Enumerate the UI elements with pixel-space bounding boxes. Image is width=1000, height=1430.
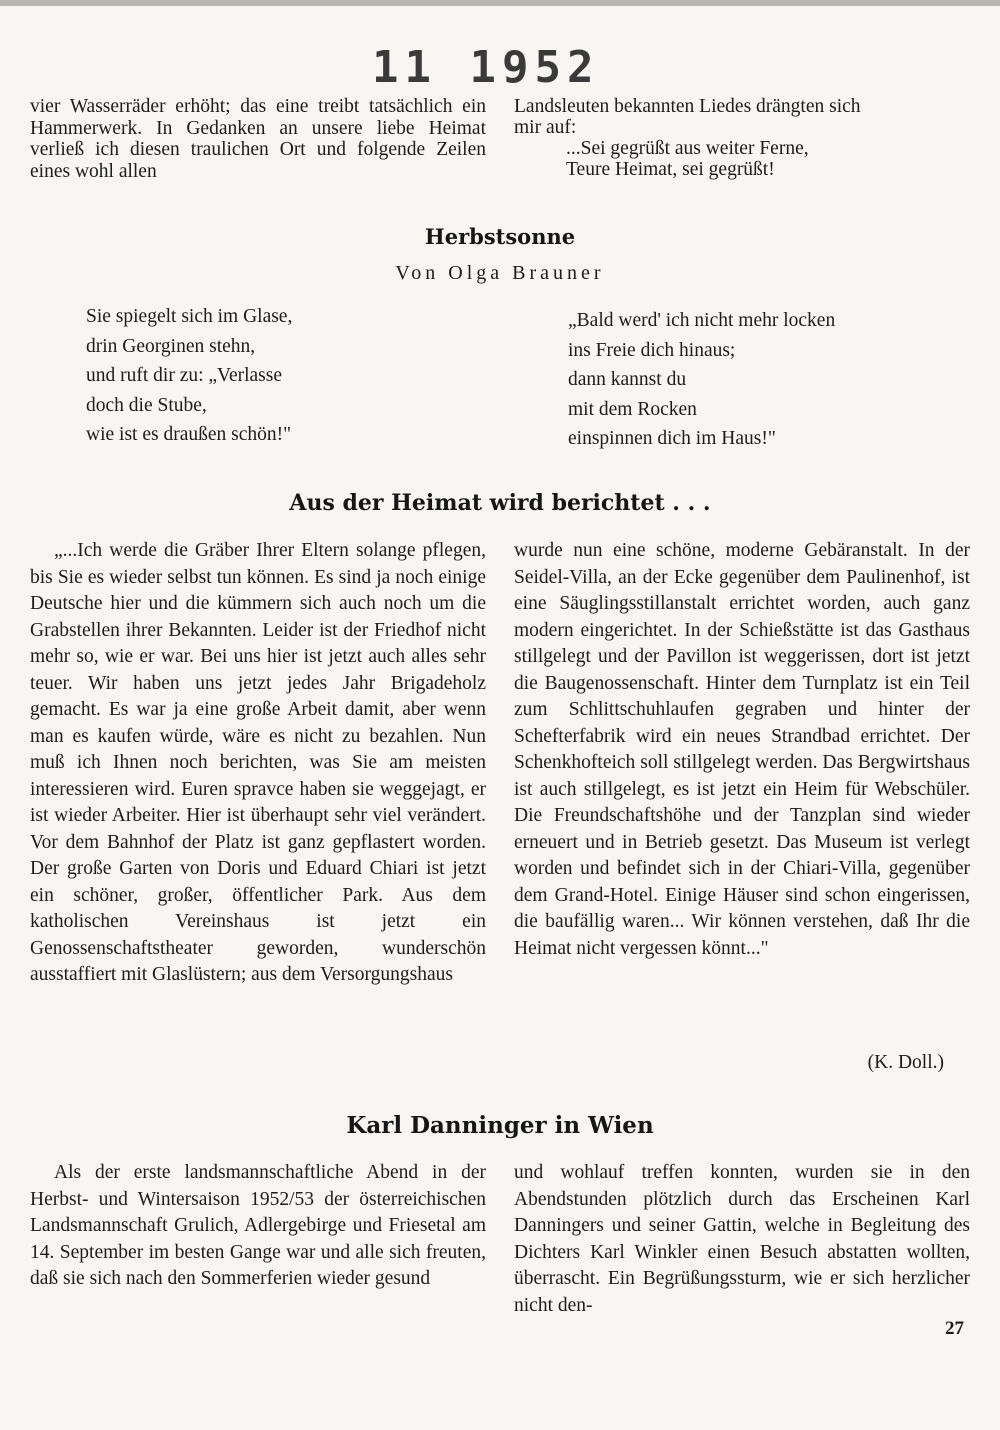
article2-left-column — [30, 1160, 486, 1293]
article1-right-paragraph: wurde nun eine schöne, moderne Gebäranstalt. In der Seidel-Villa, an der Ecke gegenüber dem Paulinenhof, ist eine Säuglingsstillanstalt errichtet worden, auch ganz modern eingerichtet. In der Schießstätte ist das Gasthaus stillgelegt und der Pavillon ist weggerissen, dort ist jetzt die Baugenossenschaft. Hinter dem Turnplatz ist ein Teil zum Schlittschuhlaufen gegraben und hinter der Schefterfabrik wird ein neues Strandbad errichtet. Der Schenkhofteich soll stillgelegt werden. Das Bergwirtshaus ist auch stillgelegt, es ist jetzt ein Heim für Webschüler. Die Freundschaftshöhe und der Tanzplan sind wieder erneuert und in Betrieb gesetzt. Das Museum ist verlegt worden und befindet sich in der Chiari-Villa, gegenüber dem Grand-Hotel. Einige Häuser sind schon eingerissen, die baufällig waren... Wir können verstehen, daß Ihr die Heimat nicht vergessen könnt..." — [514, 540, 970, 959]
poem-line: drin Georginen stehn, — [86, 335, 256, 357]
poem-right-stanza — [568, 306, 978, 454]
song-quote-line: Teure Heimat, sei gegrüßt! — [566, 159, 775, 180]
song-quote-line: ...Sei gegrüßt aus weiter Ferne, — [566, 138, 809, 159]
top-right-line: Landsleuten bekannten Liedes drängten sich — [514, 96, 861, 117]
poem-title: Herbstsonne — [424, 224, 576, 249]
poem-line: einspinnen dich im Haus!" — [568, 428, 776, 449]
poem-line: Sie spiegelt sich im Glase, — [86, 306, 293, 327]
archive-stamp: 11 1952 — [372, 42, 600, 93]
article2-right-paragraph: und wohlauf treffen konnten, wurden sie in den Abendstunden plötzlich durch das Erscheinen Karl Danningers und seiner Gattin, welche in Begleitung des Dichters Karl Winkler einen Besuch abstatten wollten, überrascht. Ein Begrüßungssturm, wie er sich herzlicher nicht den- — [514, 1162, 970, 1316]
article1-right-column — [514, 538, 970, 1078]
page-number: 27 — [945, 1318, 964, 1339]
article1-left-paragraph: „...Ich werde die Gräber Ihrer Eltern solange pflegen, bis Sie es wieder selbst tun können. Es sind ja noch einige Deutsche hier und die kümmern sich auch noch um die Grabstellen ihrer Bekannten. Leider ist der Friedhof nicht mehr so, wie er war. Bei uns hier ist jetzt auch alles sehr teuer. Wir haben uns jetzt jedes Jahr Brigadeholz gemacht. Es war ja eine große Arbeit damit, aber wenn man es kaufen würde, wäre es nicht zu bezahlen. Nun muß ich Ihnen noch berichten, was Sie am meisten interessieren wird. Euren spravce haben sie weggejagt, er ist wieder Arbeiter. Hier ist überhaupt sehr viel verändert. Vor dem Bahnhof der Platz ist ganz gepflastert worden. Der große Garten von Doris und Eduard Chiari ist jetzt ein schöner, großer, öffentlicher Park. Aus dem katholischen Vereinshaus ist jetzt ein Genossenschaftstheater geworden, wunderschön ausstaffiert mit Glaslüstern; aus dem Versorgungshaus — [30, 540, 486, 985]
page-top-edge — [0, 0, 1000, 6]
poem-line: wie ist es draußen schön!" — [86, 424, 292, 445]
article2-right-column — [514, 1160, 970, 1319]
poem-line: doch die Stube, — [86, 394, 207, 416]
author-signature: (K. Doll.) — [867, 1051, 944, 1073]
poem-line: mit dem Rocken — [568, 398, 697, 420]
poem-left-stanza — [86, 302, 486, 450]
poem-line: ins Freie dich hinaus; — [568, 339, 736, 361]
poem-line: dann kannst du — [568, 369, 687, 390]
top-right-column — [514, 96, 974, 180]
top-left-paragraph: vier Wasserräder erhöht; das eine treibt tatsächlich ein Hammerwerk. In Gedanken an unsere liebe Heimat verließ ich diesen traulichen Ort und folgende Zeilen eines wohl allen — [30, 96, 486, 182]
poem-line: und ruft dir zu: „Verlasse — [86, 365, 283, 386]
article2-left-paragraph: Als der erste landsmannschaftliche Abend in der Herbst- und Wintersaison 1952/53 der österreichischen Landsmannschaft Grulich, Adlergebirge und Friesetal am 14. September im besten Gange war und alle sich freuten, daß sie sich nach den Sommerferien wieder gesund — [30, 1162, 486, 1289]
top-right-line: mir auf: — [514, 117, 577, 138]
article-heading: Aus der Heimat wird berichtet . . . — [289, 490, 711, 516]
article-heading: Karl Danninger in Wien — [346, 1112, 654, 1139]
article1-left-column — [30, 538, 486, 989]
top-left-column — [30, 96, 486, 182]
poem-byline: Von Olga Brauner — [395, 262, 605, 284]
poem-line: „Bald werd' ich nicht mehr locken — [568, 310, 836, 331]
